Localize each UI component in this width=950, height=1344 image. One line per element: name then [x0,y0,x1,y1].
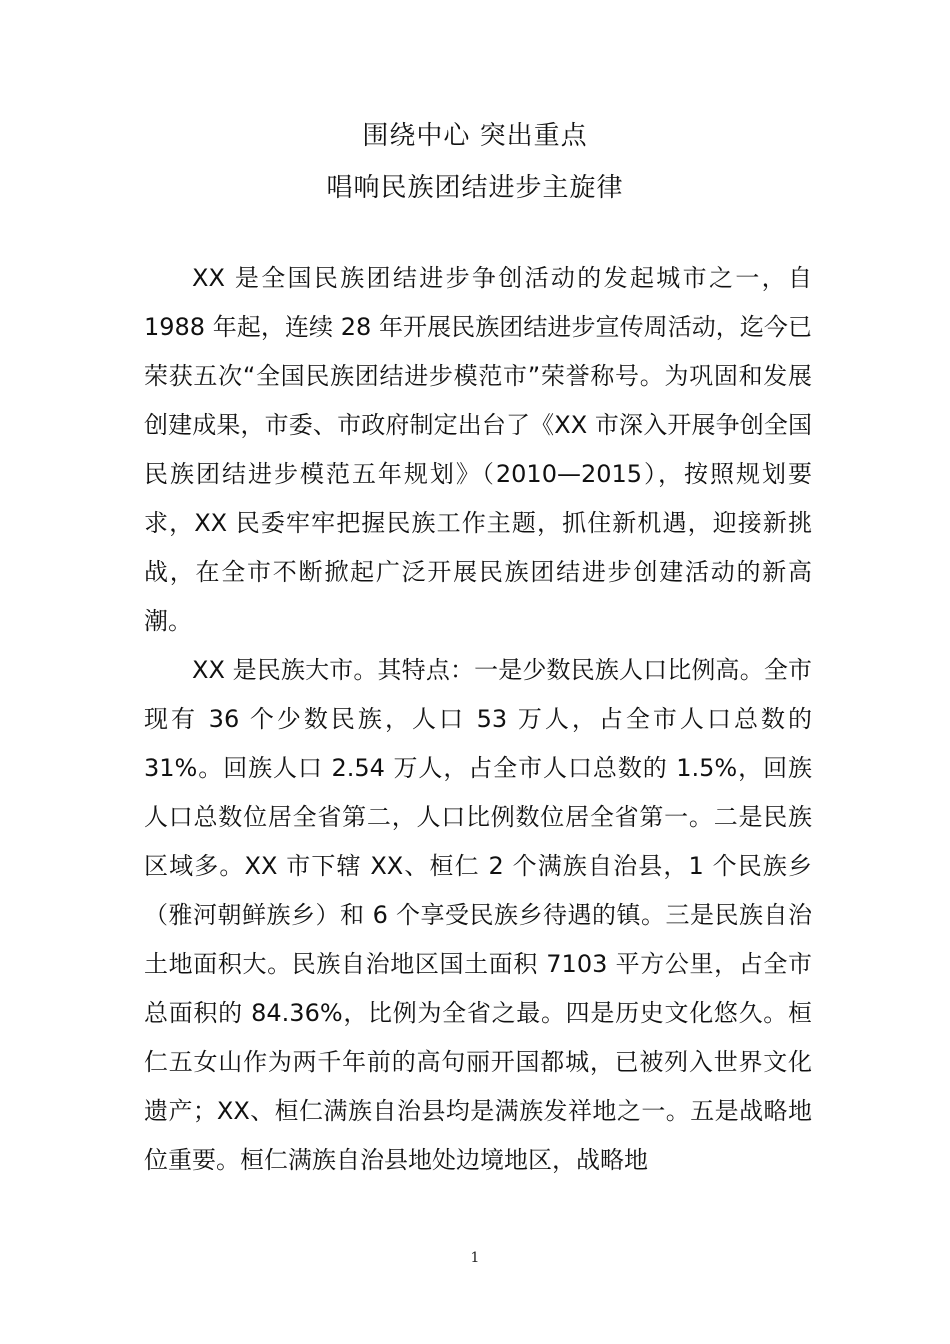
title-line-1: 围绕中心 突出重点 [362,121,588,151]
paragraph-2: XX 是民族大市。其特点：一是少数民族人口比例高。全市现有 36 个少数民族，人口 53 万人，占全市人口总数的 31%。回族人口 2.54 万人，占全市人口总数的 1.5%，回族人口总数位居全省第二，人口比例数位居全省第一。二是民族区域多。XX 市下辖 XX、桓仁 2 个满族自治县，1 个民族乡（雅河朝鲜族乡）和 6 个享受民族乡待遇的镇。三是民族自治土地面积大。民族自治地区国土面积 7103 平方公里，占全市总面积的 84.36%，比例为全省之最。四是历史文化悠久。桓仁五女山作为两千年前的高句丽开国都城，已被列入世界文化遗产；XX、桓仁满族自治县均是满族发祥地之一。五是战略地位重要。桓仁满族自治县地处边境地区，战略地 [144,656,812,1174]
paragraph-1: XX 是全国民族团结进步争创活动的发起城市之一，自 1988 年起，连续 28 年开展民族团结进步宣传周活动，迄今已荣获五次“全国民族团结进步模范市”荣誉称号。为巩固和发展创建成果，市委、市政府制定出台了《XX 市深入开展争创全国民族团结进步模范五年规划》（2010—2015），按照规划要求，XX 民委牢牢把握民族工作主题，抓住新机遇，迎接新挑战，在全市不断掀起广泛开展民族团结进步创建活动的新高潮。 [144,264,812,635]
page-number: 1 [470,1250,480,1266]
document-title [0,110,950,214]
title-line-2: 唱响民族团结进步主旋律 [326,173,624,203]
document-body [144,254,812,1185]
